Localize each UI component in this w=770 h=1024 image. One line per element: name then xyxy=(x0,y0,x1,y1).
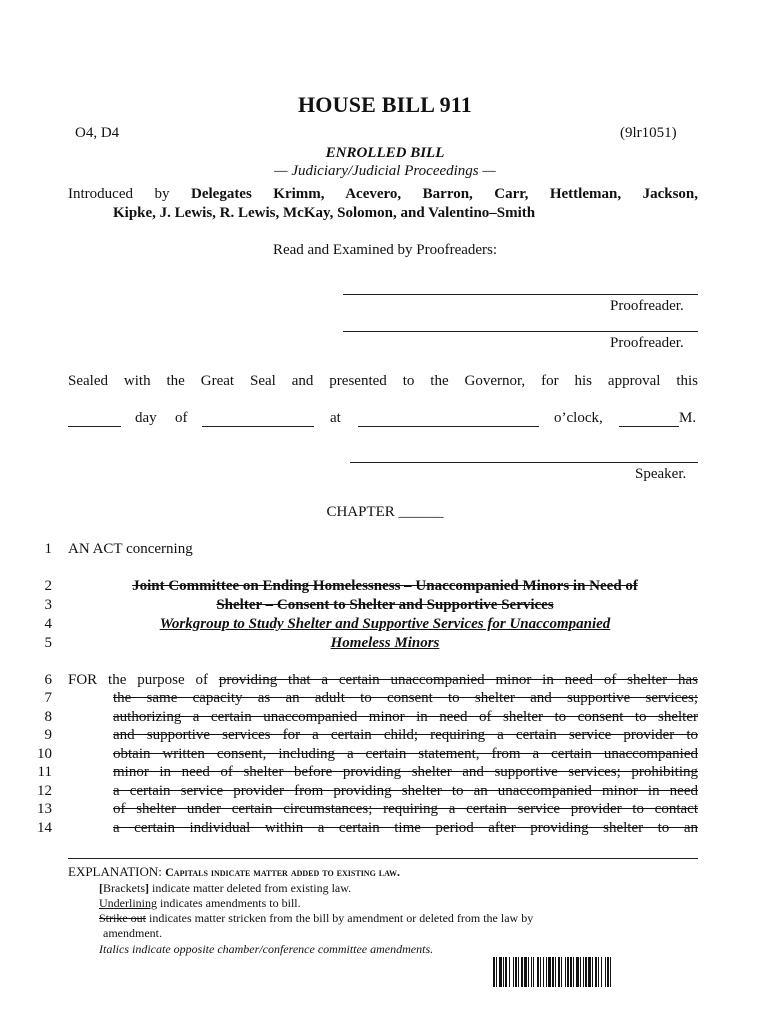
proofreader-signature-line-2 xyxy=(343,331,698,332)
capitals-note: Capitals indicate matter added to existing law. xyxy=(165,865,401,879)
day-blank xyxy=(68,426,121,427)
line-number: 2 xyxy=(44,578,52,594)
purpose-line-8: authorizing a certain unaccompanied minor in need of shelter to consent to shelter xyxy=(113,709,698,725)
sponsors-names-1: Delegates Krimm, Acevero, Barron, Carr, Hettleman, Jackson, xyxy=(191,186,698,202)
speaker-signature-line xyxy=(350,462,698,463)
chapter-label: CHAPTER ______ xyxy=(326,504,444,520)
proofreaders-heading: Read and Examined by Proofreaders: xyxy=(272,242,498,258)
oclock-word: o’clock, xyxy=(554,410,603,426)
line-number: 12 xyxy=(37,783,52,799)
underlining-word: Underlining xyxy=(99,896,157,910)
speaker-label: Speaker. xyxy=(635,466,687,482)
time-blank xyxy=(358,426,539,427)
explanation-divider xyxy=(68,858,698,859)
purpose-line-9: and supportive services for a certain child; requiring a certain service provider to xyxy=(113,727,698,743)
purpose-line-10: obtain written consent, including a certain statement, from a certain unaccompanied xyxy=(113,746,698,762)
line-number: 13 xyxy=(37,801,52,817)
of-word: of xyxy=(175,410,188,426)
line-number: 6 xyxy=(44,672,52,688)
line-number: 5 xyxy=(44,635,52,651)
sealed-sentence: Sealed with the Great Seal and presented to the Governor, for his approval this xyxy=(68,373,698,389)
line-number: 10 xyxy=(37,746,52,762)
at-word: at xyxy=(330,410,341,426)
line-number: 7 xyxy=(44,690,52,706)
purpose-line-13: of shelter under certain circumstances; requiring a certain service provider to contact xyxy=(113,801,698,817)
brackets-note: indicate matter deleted from existing law. xyxy=(151,881,352,895)
barcode-image xyxy=(493,957,679,987)
purpose-line-6 xyxy=(68,672,698,689)
bill-title: HOUSE BILL 911 xyxy=(298,92,472,117)
line-number: 3 xyxy=(44,597,52,613)
purpose-line-12: a certain service provider from providing shelter to an unaccompanied minor in need xyxy=(113,783,698,799)
bill-file-code: (9lr1051) xyxy=(620,125,677,141)
purpose-line-14: a certain individual within a certain time period after providing shelter to an xyxy=(113,820,698,836)
subject-codes: O4, D4 xyxy=(75,125,120,141)
bracket-open: [ xyxy=(99,881,103,895)
line-number: 9 xyxy=(44,727,52,743)
purpose-struck-text: providing that a certain unaccompanied minor in need of shelter has xyxy=(218,672,698,688)
purpose-prefix: FOR the purpose of xyxy=(68,672,209,688)
explanation-line-3 xyxy=(99,896,301,911)
sponsors-line-1 xyxy=(68,186,698,203)
italics-note: Italics indicate opposite chamber/conference committee amendments. xyxy=(99,942,434,956)
strike-out-note: indicates matter stricken from the bill by amendment or deleted from the law by xyxy=(149,911,534,925)
bracket-close: ] xyxy=(144,881,149,895)
line-number: 11 xyxy=(37,764,52,780)
introduced-prefix: Introduced by xyxy=(68,186,170,202)
explanation-line-2 xyxy=(99,881,351,896)
committee-line: — Judiciary/Judicial Proceedings — xyxy=(274,163,496,179)
m-word: M. xyxy=(679,410,697,426)
enrolled-bill-label: ENROLLED BILL xyxy=(325,145,445,161)
struck-title-line-2: Shelter – Consent to Shelter and Supportive Services xyxy=(216,597,554,613)
day-word: day xyxy=(135,410,157,426)
line-number: 8 xyxy=(44,709,52,725)
amended-title-line-2: Homeless Minors xyxy=(330,635,440,651)
month-blank xyxy=(202,426,314,427)
struck-title-line-1: Joint Committee on Ending Homelessness – Unaccompanied Minors in Need of xyxy=(132,578,638,594)
sponsors-line-2: Kipke, J. Lewis, R. Lewis, McKay, Solomon, and Valentino–Smith xyxy=(113,205,536,221)
brackets-word: Brackets xyxy=(103,881,145,895)
barcode-stripe xyxy=(611,957,613,987)
explanation-line-4 xyxy=(99,911,533,926)
line-number: 1 xyxy=(44,541,52,557)
underlining-note: indicates amendments to bill. xyxy=(160,896,301,910)
explanation-line-5: amendment. xyxy=(103,926,162,940)
line-number: 4 xyxy=(44,616,52,632)
line-number: 14 xyxy=(37,820,52,836)
proofreader-signature-line-1 xyxy=(343,294,698,295)
meridiem-blank xyxy=(619,426,679,427)
strike-out-word: Strike out xyxy=(99,911,146,925)
act-concerning: AN ACT concerning xyxy=(68,541,193,557)
explanation-label: EXPLANATION: xyxy=(68,864,162,879)
proofreader-label-1: Proofreader. xyxy=(610,298,684,314)
purpose-line-7: the same capacity as an adult to consent to shelter and supportive services; xyxy=(113,690,698,706)
proofreader-label-2: Proofreader. xyxy=(610,335,684,351)
explanation-line-1 xyxy=(68,864,400,880)
purpose-line-11: minor in need of shelter before providing shelter and supportive services; prohibiting xyxy=(113,764,698,780)
amended-title-line-1: Workgroup to Study Shelter and Supportive Services for Unaccompanied xyxy=(159,616,611,632)
